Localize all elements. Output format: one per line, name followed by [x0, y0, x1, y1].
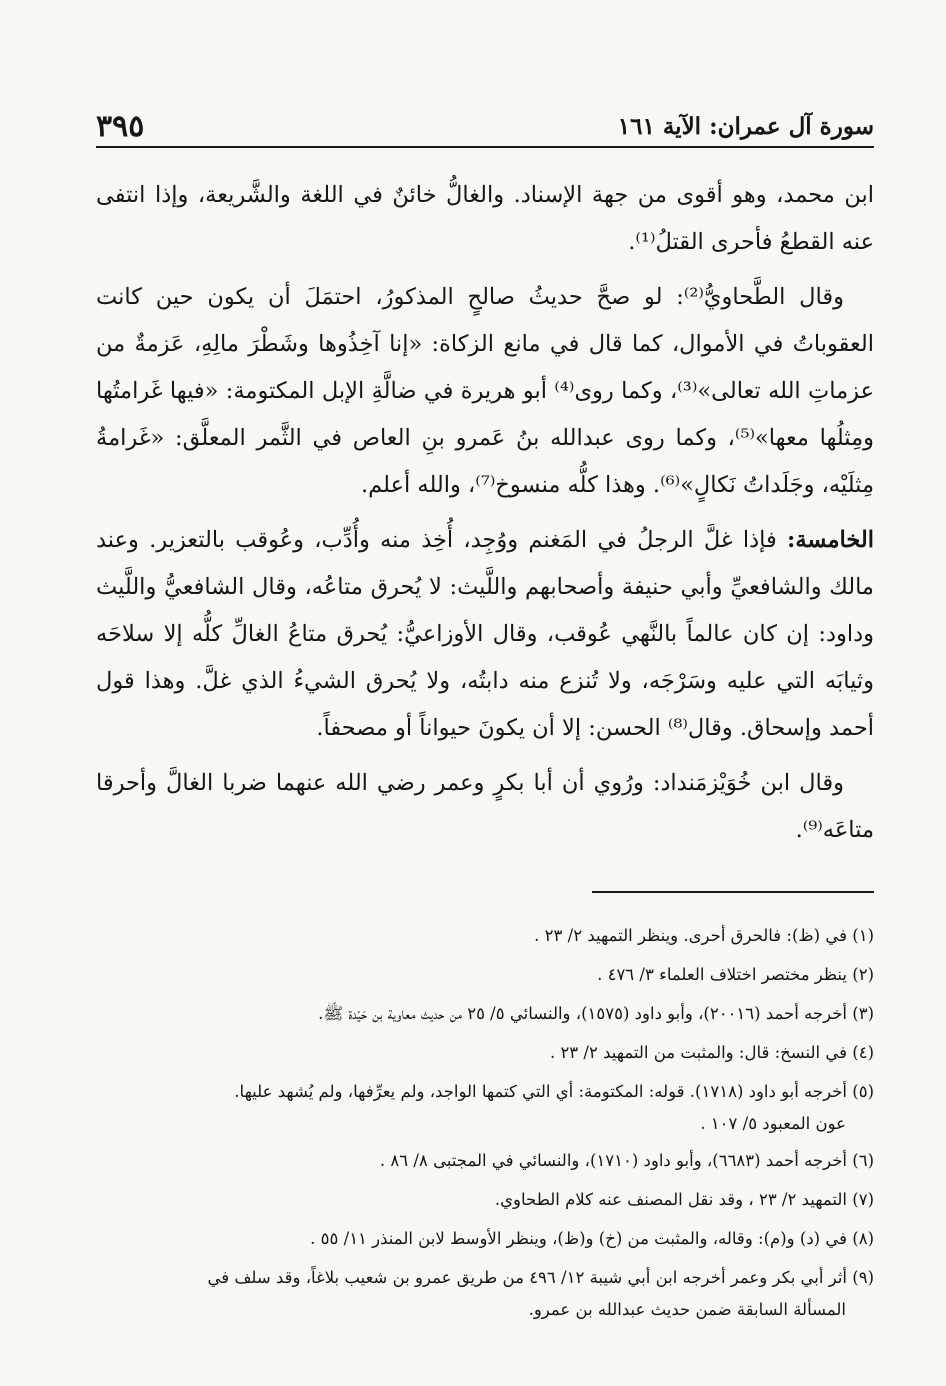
footnote-text: (٩) أثر أبي بكر وعمر أخرجه ابن أبي شيبة ١٢/ ٤٩٦ من طريق عمرو بن شعيب بلاغاً، وقد سلف في [207, 1268, 874, 1287]
footnote-separator [592, 891, 874, 893]
paragraph-4: وقال ابن خُوَيْزمَنداد: ورُوي أن أبا بكرٍ وعمر رضي الله عنهما ضربا الغالَّ وأحرقا متاعَه⁽⁹⁾. [96, 770, 874, 843]
footnote-text: (٣) أخرجه أحمد (٢٠٠١٦)، وأبو داود (١٥٧٥)، والنسائي ٥/ ٢٥ من حديث معاوية بن حَيْدة ﷺ. [318, 1004, 874, 1023]
footnote-text: (٤) في النسخ: قال: والمثبت من التمهيد ٢/ ٢٣ . [549, 1043, 874, 1062]
footnote-2 [96, 959, 874, 991]
footnote-continuation: عون المعبود ٥/ ١٠٧ . [700, 1114, 846, 1133]
footnote-text: (٥) أخرجه أبو داود (١٧١٨). قوله: المكتومة: أي التي كتمها الواجد، ولم يعرِّفها، ولم يُشهد عليها. [234, 1082, 874, 1101]
footnote-3 [96, 998, 874, 1030]
page-number: ٣٩٥ [96, 109, 145, 144]
footnote-1 [96, 920, 874, 952]
footnotes [96, 920, 874, 1331]
footnote-7 [96, 1184, 874, 1216]
footnote-6 [96, 1145, 874, 1177]
footnote-continuation: المسألة السابقة ضمن حديث عبدالله بن عمرو. [528, 1300, 846, 1319]
paragraph-2: وقال الطَّحاويُّ⁽²⁾: لو صحَّ حديثُ صالحٍ المذكورُ، احتمَلَ أن يكون حين كانت العقوباتُ في الأموال، كما قال في مانع الزكاة: «إنا آخِذُوها وشَطْرَ مالِهِ، عَزمةٌ من عزماتِ الله تعالى»⁽³⁾، وكما روى⁽⁴⁾ أبو هريرة في ضالَّةِ الإبل المكتومة: «فيها غَرامتُها ومِثلُها معها»⁽⁵⁾، وكما روى عبدالله بنُ عَمرو بنِ العاص في الثَّمر المعلَّق: «غَرامةُ مِثلَيْه، وجَلَداتُ نَكالٍ»⁽⁶⁾. وهذا كلُّه منسوخ⁽⁷⁾، والله أعلم. [96, 284, 874, 498]
footnote-4 [96, 1037, 874, 1069]
footnote-text: (١) في (ظ): فالحرق أحرى. وينظر التمهيد ٢/ ٢٣ . [534, 926, 874, 945]
footnote-9 [96, 1262, 874, 1326]
paragraph-3 [96, 517, 874, 752]
paragraph-3-text: فإذا غلَّ الرجلُ في المَغنم ووُجِد، أُخِذ منه وأُدِّب، وعُوقب بالتعزير. وعند مالك والشافعيِّ وأبي حنيفة وأصحابهم واللَّيث: لا يُحرق متاعُه، وقال الشافعيُّ واللَّيث وداود: إن كان عالماً بالنَّهي عُوقب، وقال الأوزاعيُّ: يُحرق متاعُ الغالِّ كلُّه إلا سلاحَه وثيابَه التي عليه وسَرْجَه، ولا تُنزع منه دابتُه، ولا يُحرق الشيءُ الذي غلَّ. وهذا قول أحمد وإسحاق. وقال⁽⁸⁾ الحسن: إلا أن يكونَ حيواناً أو مصحفاً. [96, 527, 874, 741]
footnote-text: (٧) التمهيد ٢/ ٢٣ ، وقد نقل المصنف عنه كلام الطحاوي. [494, 1190, 874, 1209]
footnote-8 [96, 1223, 874, 1255]
main-text [96, 172, 874, 862]
running-title: سورة آل عمران: الآية ١٦١ [617, 113, 874, 140]
footnote-text: (٦) أخرجه أحمد (٦٦٨٣)، وأبو داود (١٧١٠)، والنسائي في المجتبى ٨/ ٨٦ . [379, 1151, 874, 1170]
paragraph-1: ابن محمد، وهو أقوى من جهة الإسناد. والغالُّ خائنٌ في اللغة والشَّريعة، وإذا انتفى عنه القطعُ فأحرى القتلُ⁽¹⁾. [96, 182, 874, 255]
section-label: الخامسة: [787, 527, 874, 553]
footnote-5 [96, 1076, 874, 1140]
page-header [96, 96, 874, 148]
footnote-text: (٢) ينظر مختصر اختلاف العلماء ٣/ ٤٧٦ . [597, 965, 874, 984]
footnote-text: (٨) في (د) و(م): وقاله، والمثبت من (خ) و(ظ)، وينظر الأوسط لابن المنذر ١١/ ٥٥ . [310, 1229, 874, 1248]
